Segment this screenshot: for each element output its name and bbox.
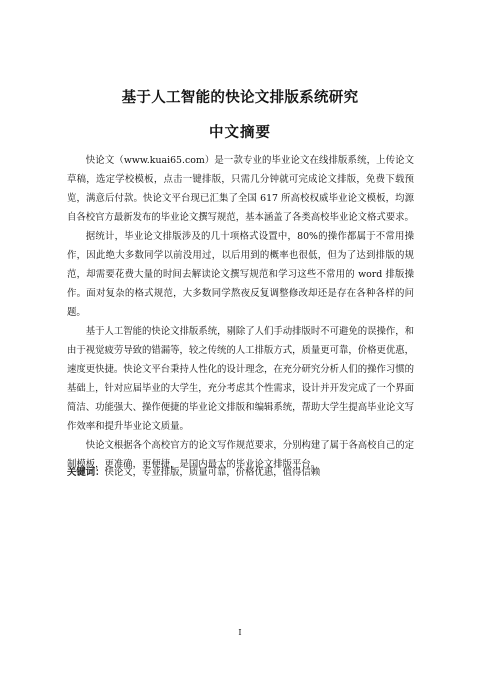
abstract-paragraph-2: 据统计，毕业论文排版涉及的几十项格式设置中，80%的操作都属于不常用操作，因此绝大多数同学以前没用过，以后用到的概率也很低，但为了达到排版的规范，却需要花费大量的时间去解读论文撰写规范和学习这些不常用的 word 排版操作。面对复杂的格式规范，大多数同学熬夜反复调整修改却还是存在各种各样的问题。 [67, 231, 414, 318]
abstract-body [67, 151, 414, 474]
abstract-paragraph-3: 基于人工智能的快论文排版系统，剔除了人们手动排版时不可避免的误操作，和由于视觉疲劳导致的错漏等，较之传统的人工排版方式，质量更可靠，价格更优惠，速度更快捷。快论文平台秉持人性化的设计理念，在充分研究分析人们的操作习惯的基础上，针对应届毕业的大学生，充分考虑其个性需求，设计并开发完成了一个界面简洁、功能强大、操作便捷的毕业论文排版和编辑系统，帮助大学生提高毕业论文写作效率和提升毕业论文质量。 [67, 326, 414, 432]
abstract-paragraph-4: 快论文根据各个高校官方的论文写作规范要求，分别构建了属于各高校自己的定制模板，更准确，更便捷，是国内最大的毕业论文排版平台。 [67, 440, 414, 470]
document-title: 基于人工智能的快论文排版系统研究 [121, 90, 359, 106]
abstract-paragraph-1: 快论文（www.kuai65.com）是一款专业的毕业论文在线排版系统，上传论文草稿，选定学校模板，点击一键排版，只需几分钟就可完成论文排版，免费下载预览，满意后付款。快论文平台现已汇集了全国 617 所高校权威毕业论文模板，均源自各校官方最新发布的毕业论文撰写规范，基本涵盖了各类高校毕业论文格式要求。 [67, 155, 414, 223]
page-number: I [238, 628, 242, 637]
keywords-line [67, 463, 414, 482]
keywords-text: 快论文，专业排版，质量可靠，价格优惠，值得信赖 [104, 467, 321, 478]
abstract-heading: 中文摘要 [209, 125, 271, 141]
keywords-label: 关键词： [67, 467, 105, 478]
